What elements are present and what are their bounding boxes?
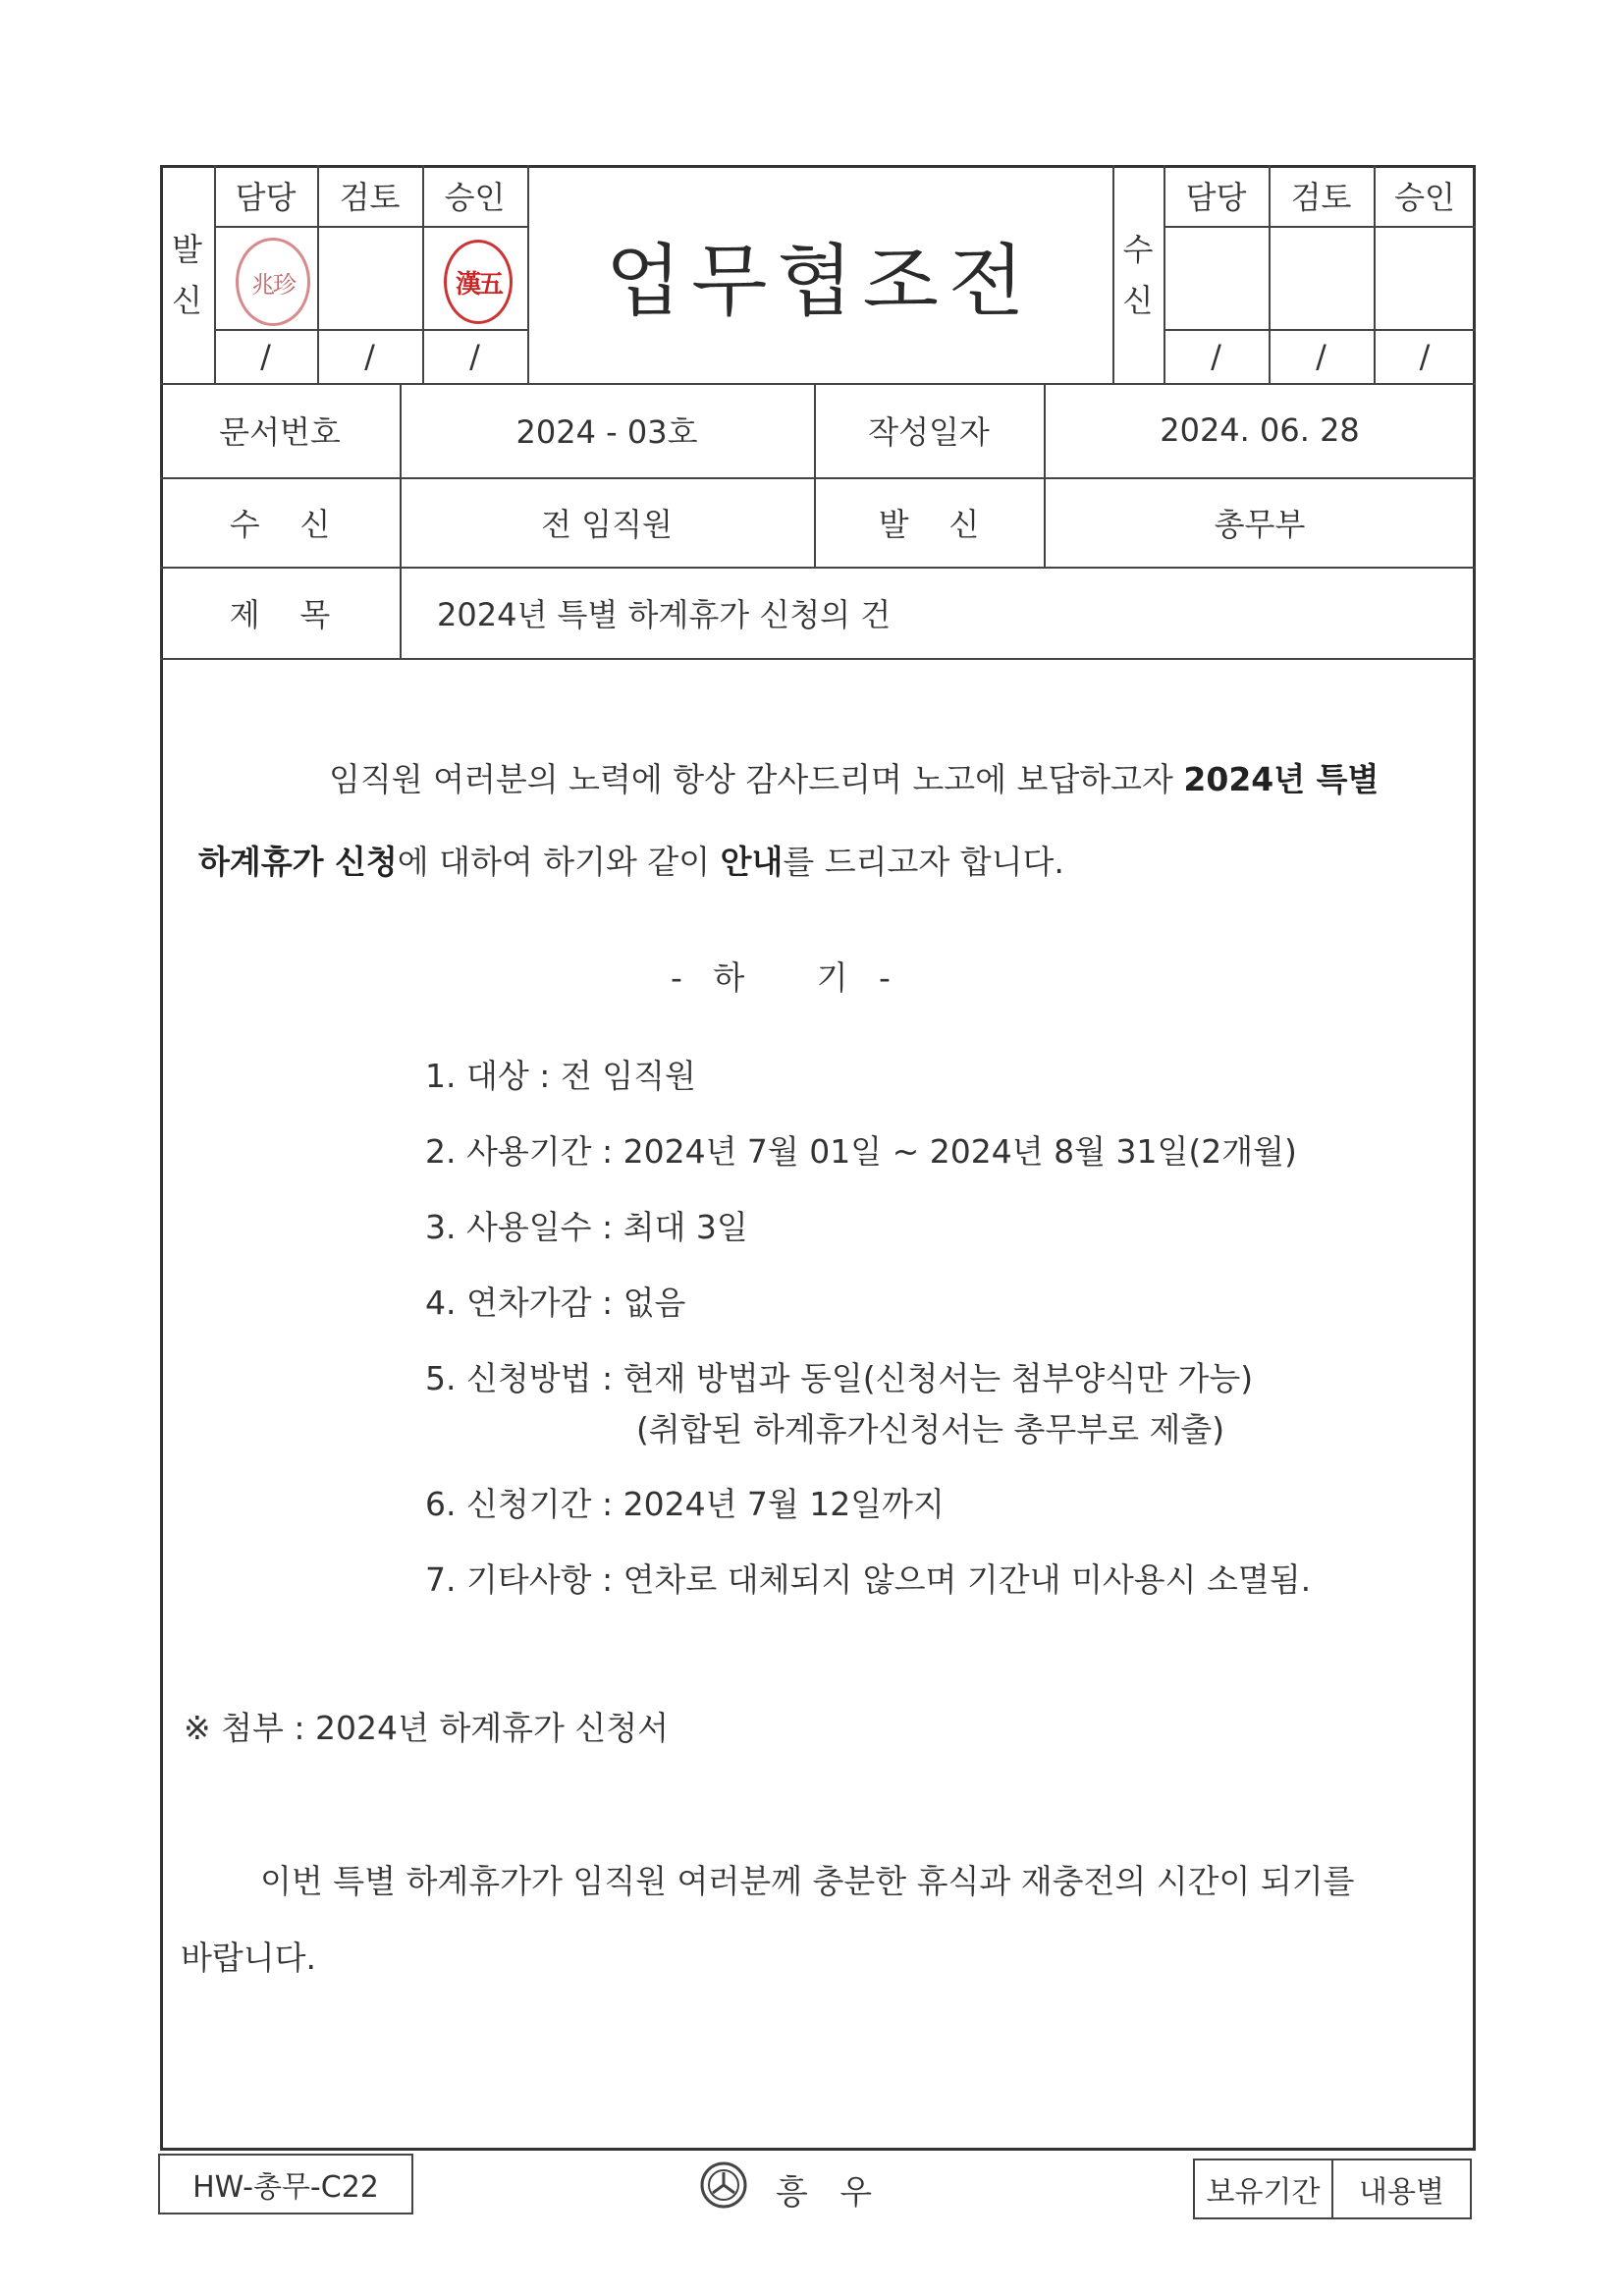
receiver-staff-header: 담당: [1185, 179, 1247, 216]
sender-staff-date: /: [260, 337, 271, 375]
subject-label: 제 목: [229, 595, 331, 633]
closing-line-2: 바랍니다.: [181, 1939, 317, 1977]
to-label: 수 신: [229, 505, 331, 543]
from-value: 총무부: [1214, 505, 1306, 543]
from-label: 발 신: [878, 505, 980, 543]
list-item: 1. 대상 : 전 임직원: [425, 1057, 696, 1095]
sender-label: [160, 224, 214, 326]
list-item: 7. 기타사항 : 연차로 대체되지 않으며 기간내 미사용시 소멸됨.: [425, 1560, 1312, 1599]
intro-text: 임직원 여러분의 노력에 항상 감사드리며 노고에 보답하고자: [329, 760, 1184, 798]
document-title: 업무협조전: [605, 235, 1035, 327]
grid-line: [214, 226, 527, 228]
receiver-staff-date: /: [1211, 337, 1221, 375]
receiver-approve-header: 승인: [1394, 179, 1455, 216]
intro-bold: 2024년 특별: [1183, 760, 1380, 798]
doc-no-label: 문서번호: [219, 413, 341, 451]
sender-approve-header: 승인: [444, 179, 506, 216]
receiver-label-char: 신: [1122, 282, 1154, 319]
approver-seal-text: 漢五: [455, 269, 501, 300]
retention-value: 내용별: [1331, 2159, 1472, 2219]
section-title: - 하 기 -: [671, 958, 891, 997]
intro-text: 를 드리고자 합니다.: [783, 843, 1064, 881]
intro-line-1: [329, 754, 1379, 800]
sender-label-char: 발: [172, 231, 202, 268]
grid-line: [160, 658, 1476, 660]
list-item: 4. 연차가감 : 없음: [425, 1284, 686, 1322]
company-name: 흥 우: [776, 2173, 873, 2213]
list-item: 5. 신청방법 : 현재 방법과 동일(신청서는 첨부양식만 가능): [425, 1359, 1254, 1397]
sender-staff-header: 담당: [235, 179, 297, 216]
subject-value: 2024년 특별 하계휴가 신청의 건: [437, 595, 892, 633]
receiver-review-header: 검토: [1290, 179, 1352, 216]
doc-no-value: 2024 - 03호: [515, 413, 698, 451]
staff-seal-text: 兆珍: [251, 270, 295, 299]
company-logo-icon: [699, 2160, 748, 2210]
staff-seal-stamp: [236, 238, 310, 326]
sender-approve-date: /: [469, 337, 480, 375]
intro-bold: 하계휴가 신청: [198, 843, 398, 881]
list-item: 2. 사용기간 : 2024년 7월 01일 ~ 2024년 8월 31일(2개월): [425, 1132, 1297, 1171]
sender-label-char: 신: [172, 282, 202, 319]
receiver-label: [1112, 224, 1164, 326]
intro-text: 에 대하여 하기와 같이: [397, 843, 721, 881]
receiver-approve-date: /: [1419, 337, 1431, 375]
sender-review-date: /: [364, 337, 375, 375]
sender-review-header: 검토: [339, 179, 401, 216]
retention-label: 보유기간: [1193, 2159, 1331, 2219]
form-code: HW-총무-C22: [158, 2154, 413, 2214]
closing-line-1: 이번 특별 하계휴가가 임직원 여러분께 충분한 휴식과 재충전의 시간이 되기를: [260, 1862, 1355, 1900]
attachment-note: ※ 첨부 : 2024년 하계휴가 신청서: [184, 1709, 669, 1747]
intro-line-2: [198, 837, 1064, 883]
to-value: 전 임직원: [541, 505, 673, 543]
date-label: 작성일자: [868, 413, 990, 451]
list-item-continuation: (취합된 하계휴가신청서는 총무부로 제출): [636, 1410, 1225, 1449]
intro-bold: 안내: [720, 843, 784, 881]
date-value: 2024. 06. 28: [1160, 411, 1360, 449]
approver-seal-stamp: [444, 240, 513, 324]
list-item: 6. 신청기간 : 2024년 7월 12일까지: [425, 1485, 945, 1523]
grid-line: [1164, 226, 1476, 228]
list-item: 3. 사용일수 : 최대 3일: [425, 1208, 748, 1246]
receiver-review-date: /: [1316, 337, 1326, 375]
receiver-label-char: 수: [1122, 231, 1154, 268]
